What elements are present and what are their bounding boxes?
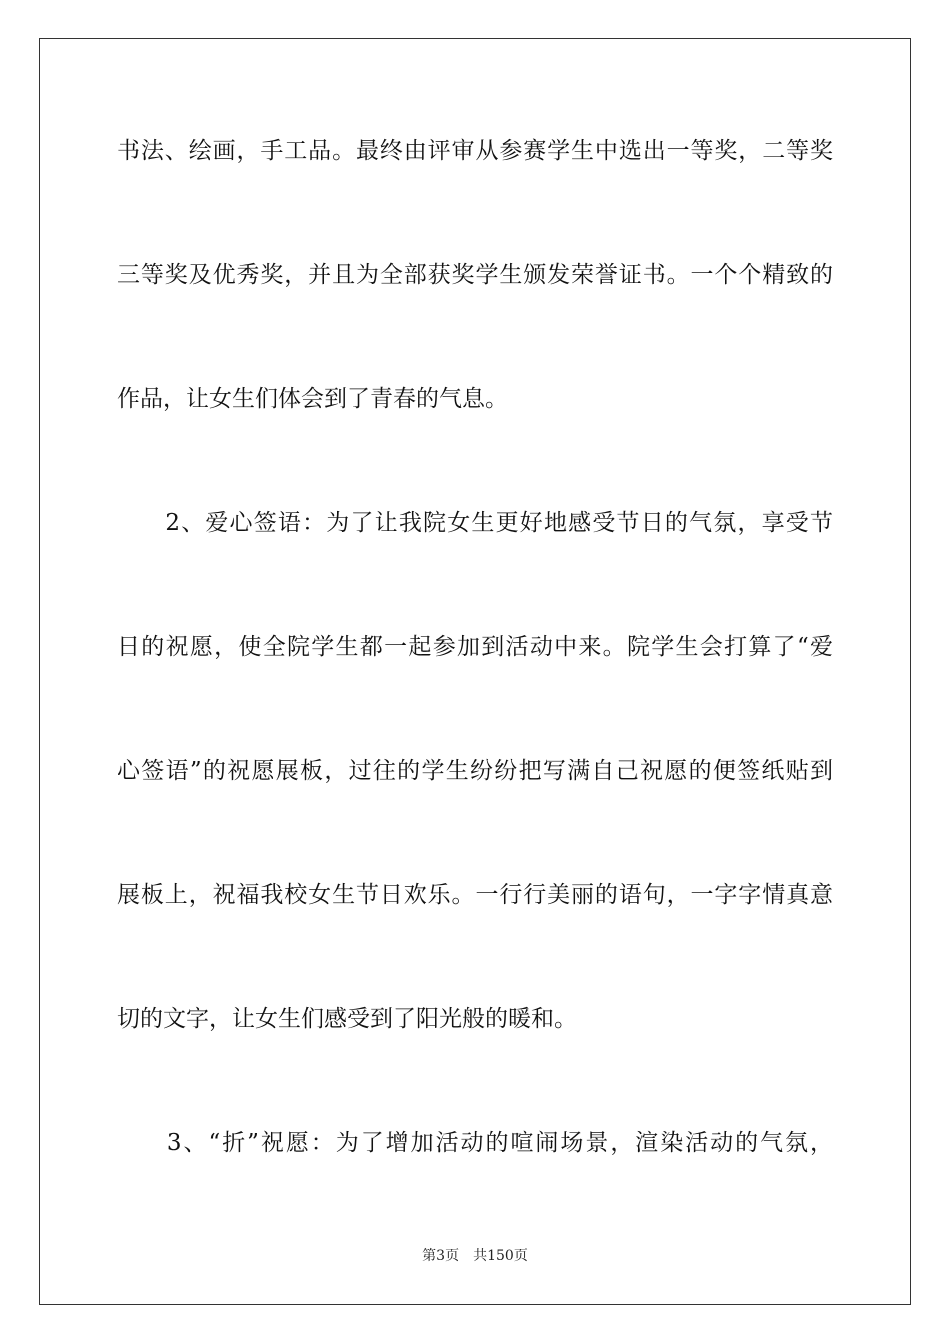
text-line: 3、“折”祝愿：为了增加活动的喧闹场景，渲染活动的气氛， xyxy=(117,1130,833,1156)
page-border xyxy=(39,38,911,1305)
text-line: 心签语”的祝愿展板，过往的学生纷纷把写满自己祝愿的便签纸贴到 xyxy=(117,758,833,784)
page-number: 第3页 xyxy=(422,1248,460,1264)
text-line: 2、爱心签语：为了让我院女生更好地感受节日的气氛，享受节 xyxy=(117,510,833,536)
text-line: 日的祝愿，使全院学生都一起参加到活动中来。院学生会打算了“爱 xyxy=(117,634,833,660)
text-line: 书法、绘画，手工品。最终由评审从参赛学生中选出一等奖，二等奖 xyxy=(117,138,833,164)
page-total: 共150页 xyxy=(473,1248,528,1264)
text-line: 展板上，祝福我校女生节日欢乐。一行行美丽的语句，一字字情真意 xyxy=(117,882,833,908)
page-footer xyxy=(0,1247,950,1265)
text-line: 三等奖及优秀奖，并且为全部获奖学生颁发荣誉证书。一个个精致的 xyxy=(117,262,833,288)
text-line: 作品，让女生们体会到了青春的气息。 xyxy=(117,386,508,412)
text-line: 切的文字，让女生们感受到了阳光般的暖和。 xyxy=(117,1006,577,1032)
